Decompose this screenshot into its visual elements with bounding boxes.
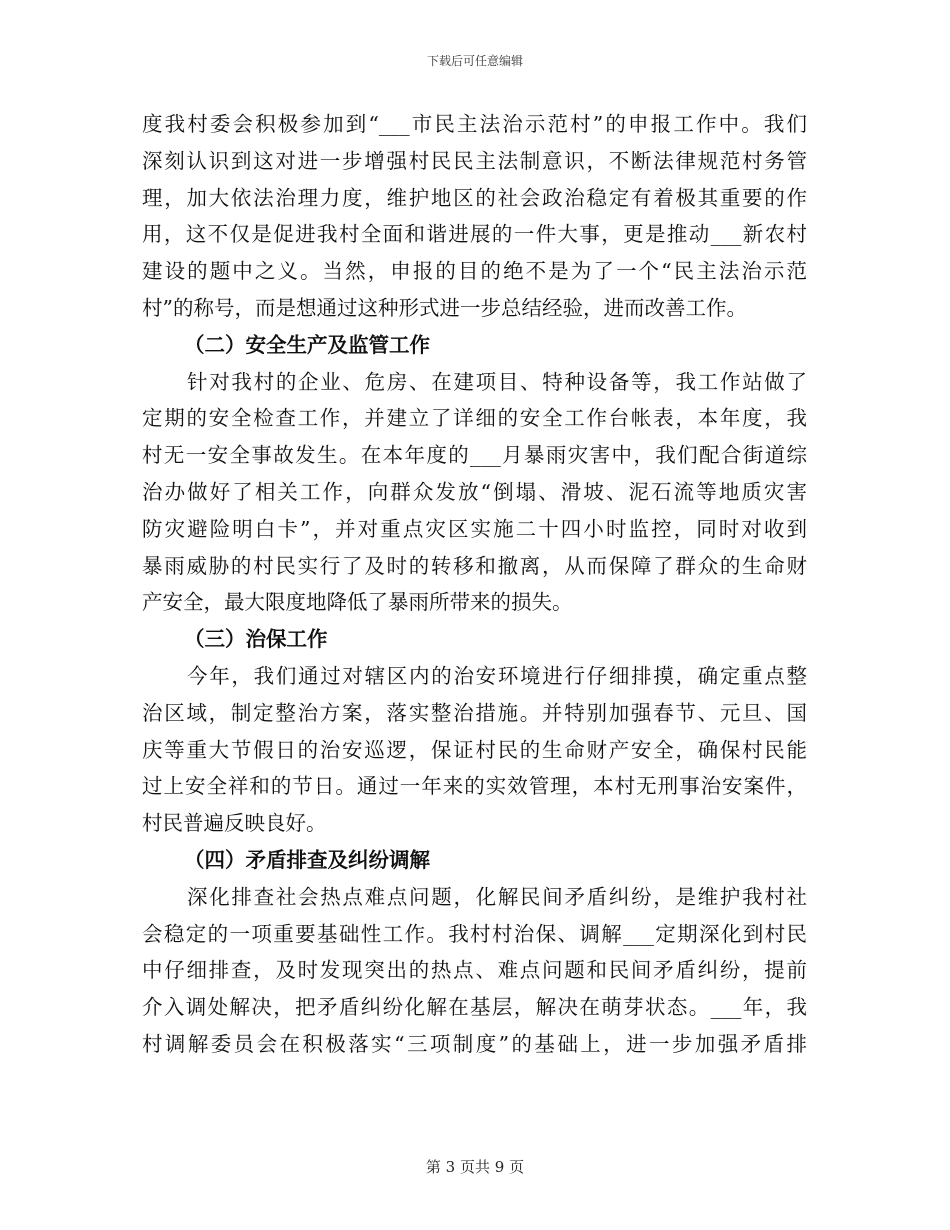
- section-heading: （二）安全生产及监管工作: [184, 332, 430, 357]
- body-line: 过上安全祥和的节日。通过一年来的实效管理，本村无刑事治安案件，: [142, 774, 807, 799]
- body-line: 中仔细排查，及时发现突出的热点、难点问题和民间矛盾纠纷，提前: [142, 958, 807, 983]
- page-header: 下载后可任意编辑: [426, 54, 523, 68]
- body-line: 深化排查社会热点难点问题，化解民间矛盾纠纷，是维护我村社: [187, 884, 807, 909]
- body-line: 理，加大依法治理力度，维护地区的社会政治稳定有着极其重要的作: [142, 185, 807, 210]
- section-heading: （三）治保工作: [184, 627, 328, 652]
- body-line: 村”的称号，而是想通过这种形式进一步总结经验，进而改善工作。: [142, 295, 747, 320]
- body-line: 产安全，最大限度地降低了暴雨所带来的损失。: [142, 590, 573, 615]
- body-line: 防灾避险明白卡”，并对重点灾区实施二十四小时监控，同时对收到: [142, 516, 807, 541]
- body-line: 介入调处解决，把矛盾纠纷化解在基层，解决在萌芽状态。___年，我: [142, 995, 807, 1020]
- body-line: 村调解委员会在积极落实“三项制度”的基础上，进一步加强矛盾排: [142, 1031, 807, 1056]
- document-body: [142, 106, 807, 1063]
- body-line: 针对我村的企业、危房、在建项目、特种设备等，我工作站做了: [187, 369, 807, 394]
- body-line: 庆等重大节假日的治安巡逻，保证村民的生命财产安全，确保村民能: [142, 737, 807, 762]
- body-line: 深刻认识到这对进一步增强村民民主法制意识，不断法律规范村务管: [142, 148, 807, 173]
- body-line: 今年，我们通过对辖区内的治安环境进行仔细排摸，确定重点整: [187, 663, 807, 688]
- body-line: 定期的安全检查工作，并建立了详细的安全工作台帐表，本年度，我: [142, 406, 807, 431]
- body-line: 建设的题中之义。当然，申报的目的绝不是为了一个“民主法治示范: [142, 259, 807, 284]
- body-line: 用，这不仅是促进我村全面和谐进展的一件大事，更是推动___新农村: [142, 222, 807, 247]
- page-footer: 第 3 页共 9 页: [425, 1158, 525, 1176]
- body-line: 暴雨威胁的村民实行了及时的转移和撤离，从而保障了群众的生命财: [142, 553, 807, 578]
- section-heading: （四）矛盾排查及纠纷调解: [184, 847, 430, 872]
- body-line: 治办做好了相关工作，向群众发放“倒塌、滑坡、泥石流等地质灾害: [142, 479, 807, 504]
- body-line: 治区域，制定整治方案，落实整治措施。并特别加强春节、元旦、国: [142, 700, 807, 725]
- body-line: 村无一安全事故发生。在本年度的___月暴雨灾害中，我们配合街道综: [142, 443, 807, 468]
- body-line: 村民普遍反映良好。: [142, 811, 327, 836]
- body-line: 度我村委会积极参加到“___市民主法治示范村”的申报工作中。我们: [142, 112, 807, 136]
- body-line: 会稳定的一项重要基础性工作。我村村治保、调解___定期深化到村民: [142, 921, 807, 946]
